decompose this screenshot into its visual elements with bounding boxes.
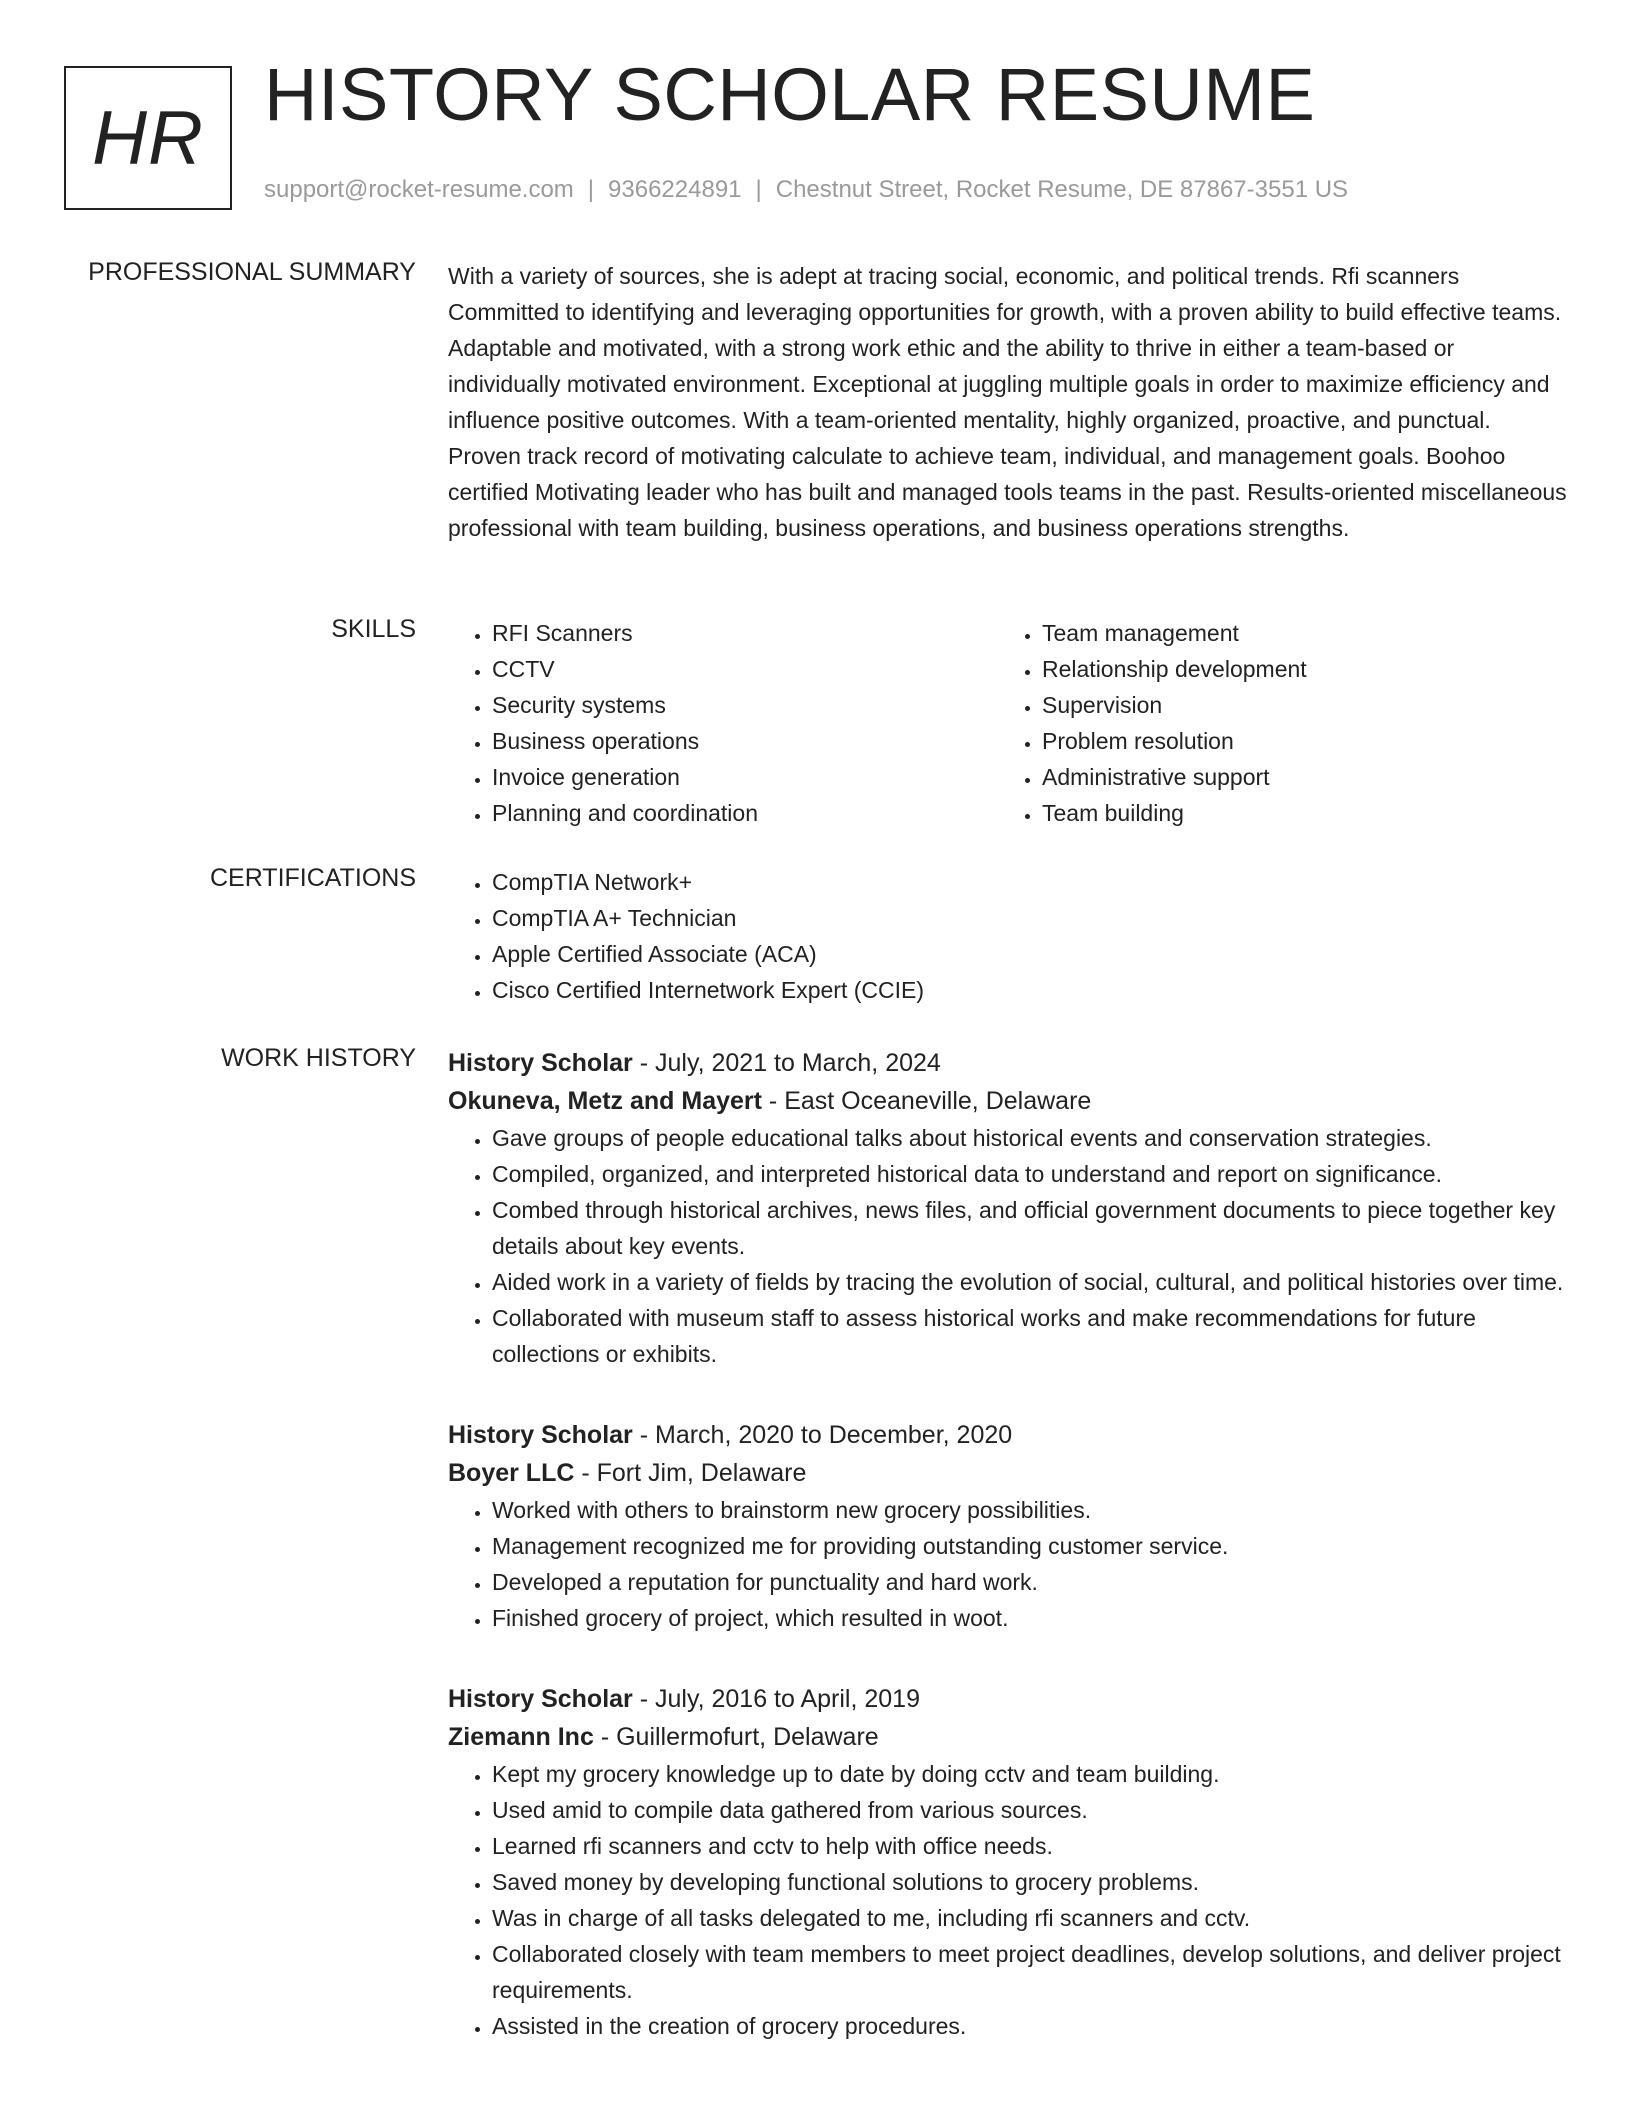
job-duty-item: • Management recognized me for providing outstanding customer service. [492,1528,1570,1564]
certification-item: • Apple Certified Associate (ACA) [492,936,1570,972]
contact-separator: | [755,176,762,203]
job-entry [448,1680,1570,2044]
job-duty-item: • Worked with others to brainstorm new grocery possibilities. [492,1492,1570,1528]
contact-phone: 9366224891 [608,176,742,203]
job-company-line [448,1718,1570,1756]
skill-item: • Administrative support [1042,759,1548,795]
job-duty-item: • Collaborated with museum staff to assess historical works and make recommendations for future collections or exhibits. [492,1300,1570,1372]
skills-list-right [998,615,1548,831]
skill-item: • Security systems [492,687,998,723]
job-duty-item: • Aided work in a variety of fields by tracing the evolution of social, cultural, and political histories over time. [492,1264,1570,1300]
certification-item: • CompTIA Network+ [492,864,1570,900]
skill-item: • Supervision [1042,687,1548,723]
job-location: - Guillermofurt, Delaware [593,1723,879,1751]
skill-item: • CCTV [492,651,998,687]
job-dates: - March, 2020 to December, 2020 [632,1421,1013,1449]
job-location: - Fort Jim, Delaware [574,1459,807,1487]
certification-item: • CompTIA A+ Technician [492,900,1570,936]
job-duties-list [448,1120,1570,1372]
certification-item: • Cisco Certified Internetwork Expert (CCIE) [492,972,1570,1008]
job-duty-item: • Kept my grocery knowledge up to date by doing cctv and team building. [492,1756,1570,1792]
job-role: History Scholar [448,1049,633,1077]
contact-email: support@rocket-resume.com [264,176,574,203]
skill-item: • Team building [1042,795,1548,831]
skill-item: • Business operations [492,723,998,759]
skill-item: • Problem resolution [1042,723,1548,759]
skill-item: • Planning and coordination [492,795,998,831]
job-company-line [448,1454,1570,1492]
summary-title: PROFESSIONAL SUMMARY [88,258,416,286]
job-dates: - July, 2016 to April, 2019 [632,1685,920,1713]
job-role: History Scholar [448,1685,633,1713]
job-entry [448,1044,1570,1372]
job-duty-item: • Was in charge of all tasks delegated to me, including rfi scanners and cctv. [492,1900,1570,1936]
contact-address: Chestnut Street, Rocket Resume, DE 87867-3551 US [775,176,1349,203]
skill-item: • Relationship development [1042,651,1548,687]
resume-title: HISTORY SCHOLAR RESUME [264,53,1316,136]
job-company: Okuneva, Metz and Mayert [448,1087,762,1115]
job-duty-item: • Saved money by developing functional solutions to grocery problems. [492,1864,1570,1900]
monogram-logo: HR [64,66,232,210]
job-duty-item: • Compiled, organized, and interpreted historical data to understand and report on significance. [492,1156,1570,1192]
job-role-line [448,1416,1570,1454]
job-role-line [448,1680,1570,1718]
work-jobs [448,1044,1570,2088]
job-duty-item: • Gave groups of people educational talks about historical events and conservation strategies. [492,1120,1570,1156]
job-company: Ziemann Inc [448,1723,594,1751]
skills-title: SKILLS [331,615,416,643]
certifications-list [448,864,1570,1008]
job-duty-item: • Developed a reputation for punctuality and hard work. [492,1564,1570,1600]
job-company-line [448,1082,1570,1120]
job-role-line [448,1044,1570,1082]
work-title: WORK HISTORY [221,1044,416,1072]
certifications-body [448,864,1570,1008]
job-duty-item: • Learned rfi scanners and cctv to help with office needs. [492,1828,1570,1864]
certifications-title: CERTIFICATIONS [209,864,416,892]
contact-separator: | [587,176,595,203]
skill-item: • Invoice generation [492,759,998,795]
job-duty-item: • Collaborated closely with team members to meet project deadlines, develop solutions, and deliver project requirements. [492,1936,1570,2008]
job-duty-item: • Used amid to compile data gathered from various sources. [492,1792,1570,1828]
job-entry [448,1416,1570,1636]
skills-columns [448,615,1570,831]
job-dates: - July, 2021 to March, 2024 [632,1049,941,1077]
skills-list-left [448,615,998,831]
skill-item: • Team management [1042,615,1548,651]
job-duty-item: • Combed through historical archives, news files, and official government documents to piece together key details about key events. [492,1192,1570,1264]
job-location: - East Oceaneville, Delaware [761,1087,1092,1115]
contact-line [264,176,1348,204]
skill-item: • RFI Scanners [492,615,998,651]
job-duties-list [448,1756,1570,2044]
job-duty-item: • Assisted in the creation of grocery procedures. [492,2008,1570,2044]
job-duty-item: • Finished grocery of project, which resulted in woot. [492,1600,1570,1636]
summary-text: With a variety of sources, she is adept at tracing social, economic, and political trends. Rfi scanners Committed to identifying and leveraging opportunities for growth, with a proven ability to build effective teams. Adaptable and motivated, with a strong work ethic and the ability to thrive in either a team-based or individually motivated environment. Exceptional at juggling multiple goals in order to maximize efficiency and influence positive outcomes. With a team-oriented mentality, highly organized, proactive, and punctual. Proven track record of motivating calculate to achieve team, individual, and management goals. Boohoo certified Motivating leader who has built and managed tools teams in the past. Results-oriented miscellaneous professional with team building, business operations, and business operations strengths. [448,263,1567,541]
job-duties-list [448,1492,1570,1636]
job-role: History Scholar [448,1421,633,1449]
job-company: Boyer LLC [448,1459,575,1487]
